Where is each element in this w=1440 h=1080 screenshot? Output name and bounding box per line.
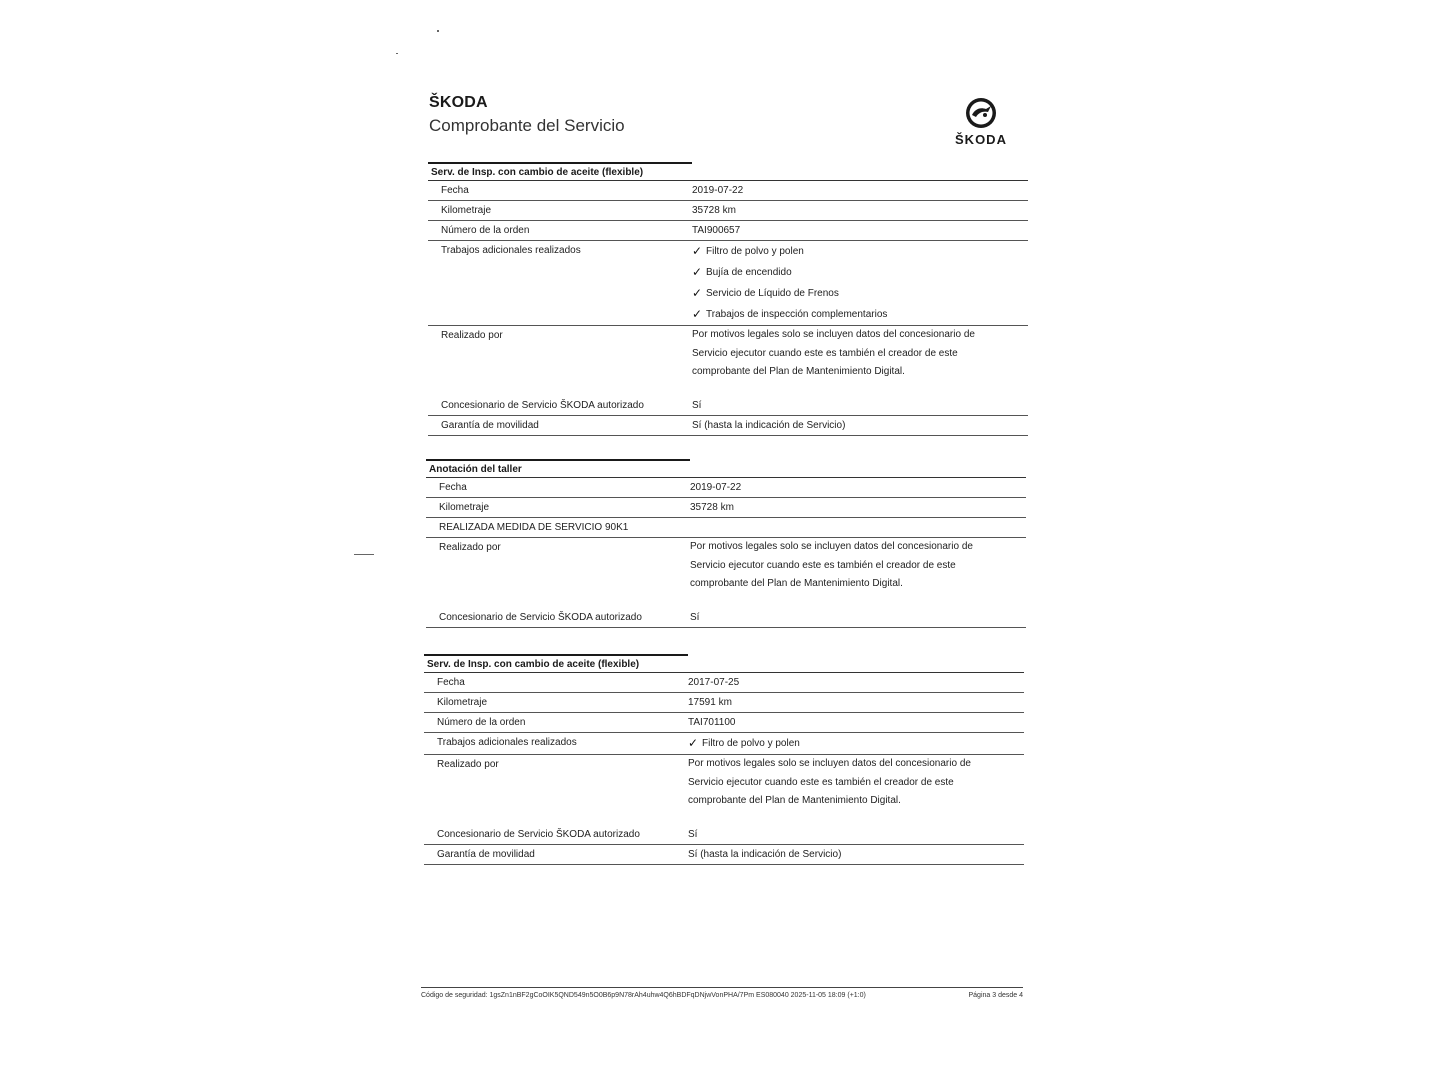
field-value <box>692 326 1028 382</box>
document-title: Comprobante del Servicio <box>429 116 625 135</box>
page-number: Página 3 desde 4 <box>968 992 1023 999</box>
scan-speck <box>437 30 439 32</box>
text-line: Por motivos legales solo se incluyen datos del concesionario de <box>690 541 973 552</box>
row-concesionario <box>428 396 1028 416</box>
field-label: Realizado por <box>439 542 501 553</box>
field-value <box>690 538 1026 594</box>
checkmark-icon: ✓ <box>688 736 699 750</box>
field-value <box>688 733 1024 754</box>
field-label: Garantía de movilidad <box>441 419 539 431</box>
row-kilometraje <box>424 693 1024 713</box>
row-trabajos <box>424 733 1024 755</box>
field-label: Número de la orden <box>437 717 526 728</box>
field-label: Kilometraje <box>439 502 490 513</box>
checkmark-icon: ✓ <box>692 244 703 258</box>
row-realizado <box>428 326 1028 396</box>
text-line: Por motivos legales solo se incluyen datos del concesionario de <box>688 758 971 769</box>
service-section-3 <box>424 657 1024 865</box>
row-fecha <box>424 673 1024 693</box>
section-title: Anotación del taller <box>426 462 1026 478</box>
skoda-winged-arrow-icon <box>964 96 998 130</box>
row-trabajos <box>428 241 1028 326</box>
section-title: Serv. de Insp. con cambio de aceite (flexible) <box>428 165 1028 181</box>
page-footer <box>421 992 1023 999</box>
text-line: comprobante del Plan de Mantenimiento Digital. <box>690 578 903 589</box>
field-label: Fecha <box>437 677 465 688</box>
field-label: Realizado por <box>437 759 499 770</box>
row-kilometraje <box>426 498 1026 518</box>
field-label: Kilometraje <box>441 205 492 216</box>
list-item-text: Servicio de Líquido de Frenos <box>706 288 839 299</box>
text-line: Servicio ejecutor cuando este es también el creador de este <box>692 347 958 359</box>
list-item-text: Filtro de polvo y polen <box>706 246 804 257</box>
row-concesionario <box>426 608 1026 628</box>
field-label: Número de la orden <box>441 225 530 236</box>
list-item <box>692 283 1028 304</box>
row-fecha <box>428 181 1028 201</box>
list-item <box>692 304 1028 325</box>
field-value: 2019-07-22 <box>690 482 742 493</box>
field-label: Kilometraje <box>437 697 488 708</box>
service-section-1 <box>428 165 1028 436</box>
field-value: TAI701100 <box>688 717 736 728</box>
row-nota <box>426 518 1026 538</box>
field-value: Sí (hasta la indicación de Servicio) <box>692 419 846 431</box>
list-item-text: Filtro de polvo y polen <box>702 738 800 749</box>
field-label: Concesionario de Servicio ŠKODA autorizado <box>439 611 642 623</box>
row-kilometraje <box>428 201 1028 221</box>
checkmark-icon: ✓ <box>692 307 703 321</box>
text-line: Por motivos legales solo se incluyen datos del concesionario de <box>692 329 975 340</box>
list-item <box>688 733 1024 754</box>
row-concesionario <box>424 825 1024 845</box>
row-orden <box>424 713 1024 733</box>
field-value: 17591 km <box>688 697 732 708</box>
row-fecha <box>426 478 1026 498</box>
row-garantia <box>424 845 1024 865</box>
list-item <box>692 241 1028 262</box>
field-label: Realizado por <box>441 330 503 341</box>
row-realizado <box>426 538 1026 608</box>
field-value: TAI900657 <box>692 225 741 236</box>
field-label: Fecha <box>441 185 469 196</box>
brand-name: ŠKODA <box>429 94 488 111</box>
text-line: comprobante del Plan de Mantenimiento Digital. <box>692 366 905 377</box>
logo-text: ŠKODA <box>955 132 1007 147</box>
field-value: 2019-07-22 <box>692 185 744 196</box>
field-label: Garantía de movilidad <box>437 848 535 860</box>
row-orden <box>428 221 1028 241</box>
field-label: Trabajos adicionales realizados <box>441 245 581 256</box>
field-label: Concesionario de Servicio ŠKODA autorizado <box>437 828 640 840</box>
field-value <box>688 755 1024 811</box>
checkmark-icon: ✓ <box>692 286 703 300</box>
skoda-logo <box>944 96 1018 147</box>
field-label: Trabajos adicionales realizados <box>437 737 577 748</box>
row-realizado <box>424 755 1024 825</box>
field-value <box>692 241 1028 325</box>
list-item <box>692 262 1028 283</box>
field-value: Sí <box>688 828 698 840</box>
field-label: Fecha <box>439 482 467 493</box>
list-item-text: Bujía de encendido <box>706 267 792 278</box>
row-garantia <box>428 416 1028 436</box>
field-value: Sí <box>690 611 700 623</box>
service-section-2 <box>426 462 1026 628</box>
text-line: comprobante del Plan de Mantenimiento Digital. <box>688 795 901 806</box>
list-item-text: Trabajos de inspección complementarios <box>706 309 888 320</box>
text-line: Servicio ejecutor cuando este es también el creador de este <box>690 559 956 571</box>
checkmark-icon: ✓ <box>692 265 703 279</box>
scan-speck <box>354 554 374 555</box>
text-line: Servicio ejecutor cuando este es también el creador de este <box>688 776 954 788</box>
footer-divider <box>421 987 1023 988</box>
field-value: Sí <box>692 399 702 411</box>
field-value: Sí (hasta la indicación de Servicio) <box>688 848 842 860</box>
section-title: Serv. de Insp. con cambio de aceite (flexible) <box>424 657 1024 673</box>
scan-speck <box>396 53 398 54</box>
field-value: 35728 km <box>690 502 734 513</box>
field-label: Concesionario de Servicio ŠKODA autorizado <box>441 399 644 411</box>
field-value: 2017-07-25 <box>688 677 740 688</box>
security-code: Código de seguridad: 1gsZn1nBF2gCoOIK5QND549n5O0B6p9N78rAh4uhw4Q6hBDFqDNjwVonPHA/7Pm ES080040 2025-11-05 18:09 (+1:0) <box>421 992 866 999</box>
field-value: 35728 km <box>692 205 736 216</box>
workshop-note: REALIZADA MEDIDA DE SERVICIO 90K1 <box>439 522 629 533</box>
